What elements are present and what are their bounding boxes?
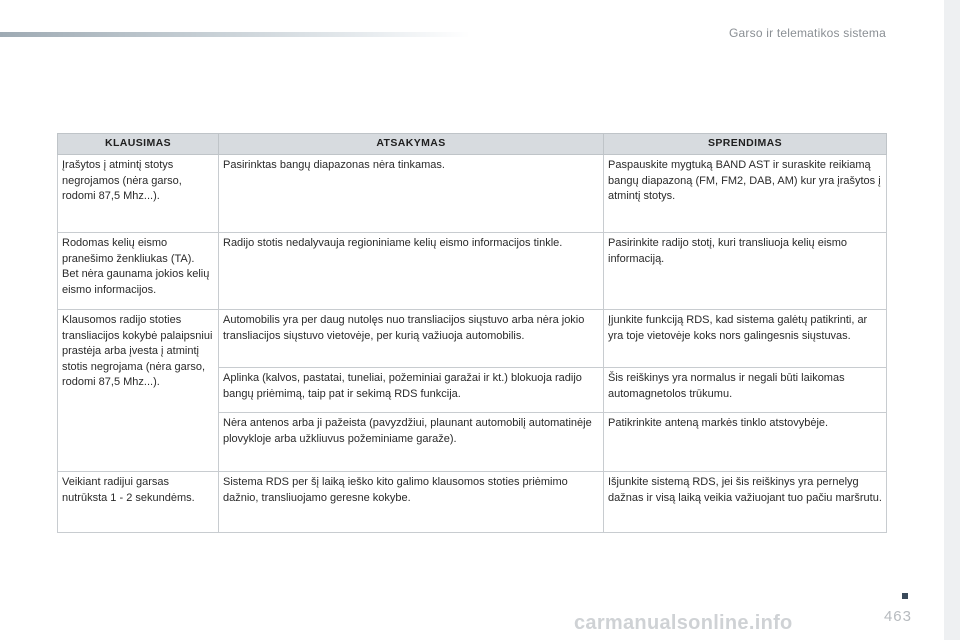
- answer-cell: Radijo stotis nedalyvauja regioniniame kelių eismo informacijos tinkle.: [219, 233, 604, 310]
- table-row: [58, 233, 887, 310]
- solution-cell: Paspauskite mygtuką BAND AST ir suraskite reikiamą bangų diapazoną (FM, FM2, DAB, AM) kur yra įrašytos į atmintį stotys.: [604, 155, 887, 233]
- question-cell: Rodomas kelių eismo pranešimo ženkliukas (TA). Bet nėra gaunama jokios kelių eismo informacijos.: [58, 233, 219, 310]
- solution-cell: Įjunkite funkciją RDS, kad sistema galėtų patikrinti, ar yra toje vietovėje koks nors galingesnis siųstuvas.: [604, 310, 887, 368]
- solution-cell: Pasirinkite radijo stotį, kuri transliuoja kelių eismo informaciją.: [604, 233, 887, 310]
- answer-cell: Aplinka (kalvos, pastatai, tuneliai, požeminiai garažai ir kt.) blokuoja radijo bangų priėmimą, taip pat ir sekimą RDS funkcija.: [219, 368, 604, 413]
- solution-cell: Išjunkite sistemą RDS, jei šis reiškinys yra pernelyg dažnas ir visą laiką veikia važiuojant tuo pačiu maršrutu.: [604, 472, 887, 533]
- answer-cell: Nėra antenos arba ji pažeista (pavyzdžiui, plaunant automobilį automatinėje plovykloje arba užkliuvus požeminiame garaže).: [219, 413, 604, 472]
- column-header-solution: SPRENDIMAS: [604, 134, 887, 155]
- answer-cell: Automobilis yra per daug nutolęs nuo transliacijos siųstuvo arba nėra jokio transliacijos siųstuvo vietovėje, per kurią važiuoja automobilis.: [219, 310, 604, 368]
- troubleshooting-table: [57, 133, 887, 533]
- answer-cell: Sistema RDS per šį laiką ieško kito galimo klausomos stoties priėmimo dažnio, transliuojamo geresne kokybe.: [219, 472, 604, 533]
- page-edge-strip: [944, 0, 960, 640]
- column-header-answer: ATSAKYMAS: [219, 134, 604, 155]
- page-number: 463: [883, 608, 912, 625]
- question-cell: Klausomos radijo stoties transliacijos kokybė palaipsniui prastėja arba įvesta į atmintį stotis negrojama (nėra garso, rodomi 87,5 Mhz...).: [58, 310, 219, 472]
- header-accent-bar: [0, 32, 470, 37]
- solution-cell: Šis reiškinys yra normalus ir negali būti laikomas automagnetolos trūkumu.: [604, 368, 887, 413]
- answer-cell: Pasirinktas bangų diapazonas nėra tinkamas.: [219, 155, 604, 233]
- table-header-row: [58, 134, 887, 155]
- page-marker-square: [902, 593, 908, 599]
- column-header-question: KLAUSIMAS: [58, 134, 219, 155]
- section-title: Garso ir telematikos sistema: [729, 26, 886, 40]
- question-cell: Įrašytos į atmintį stotys negrojamos (nėra garso, rodomi 87,5 Mhz...).: [58, 155, 219, 233]
- table-row: [58, 472, 887, 533]
- question-cell: Veikiant radijui garsas nutrūksta 1 - 2 sekundėms.: [58, 472, 219, 533]
- watermark: carmanualsonline.info: [574, 612, 793, 634]
- table-row: [58, 310, 887, 368]
- solution-cell: Patikrinkite anteną markės tinklo atstovybėje.: [604, 413, 887, 472]
- table-row: [58, 155, 887, 233]
